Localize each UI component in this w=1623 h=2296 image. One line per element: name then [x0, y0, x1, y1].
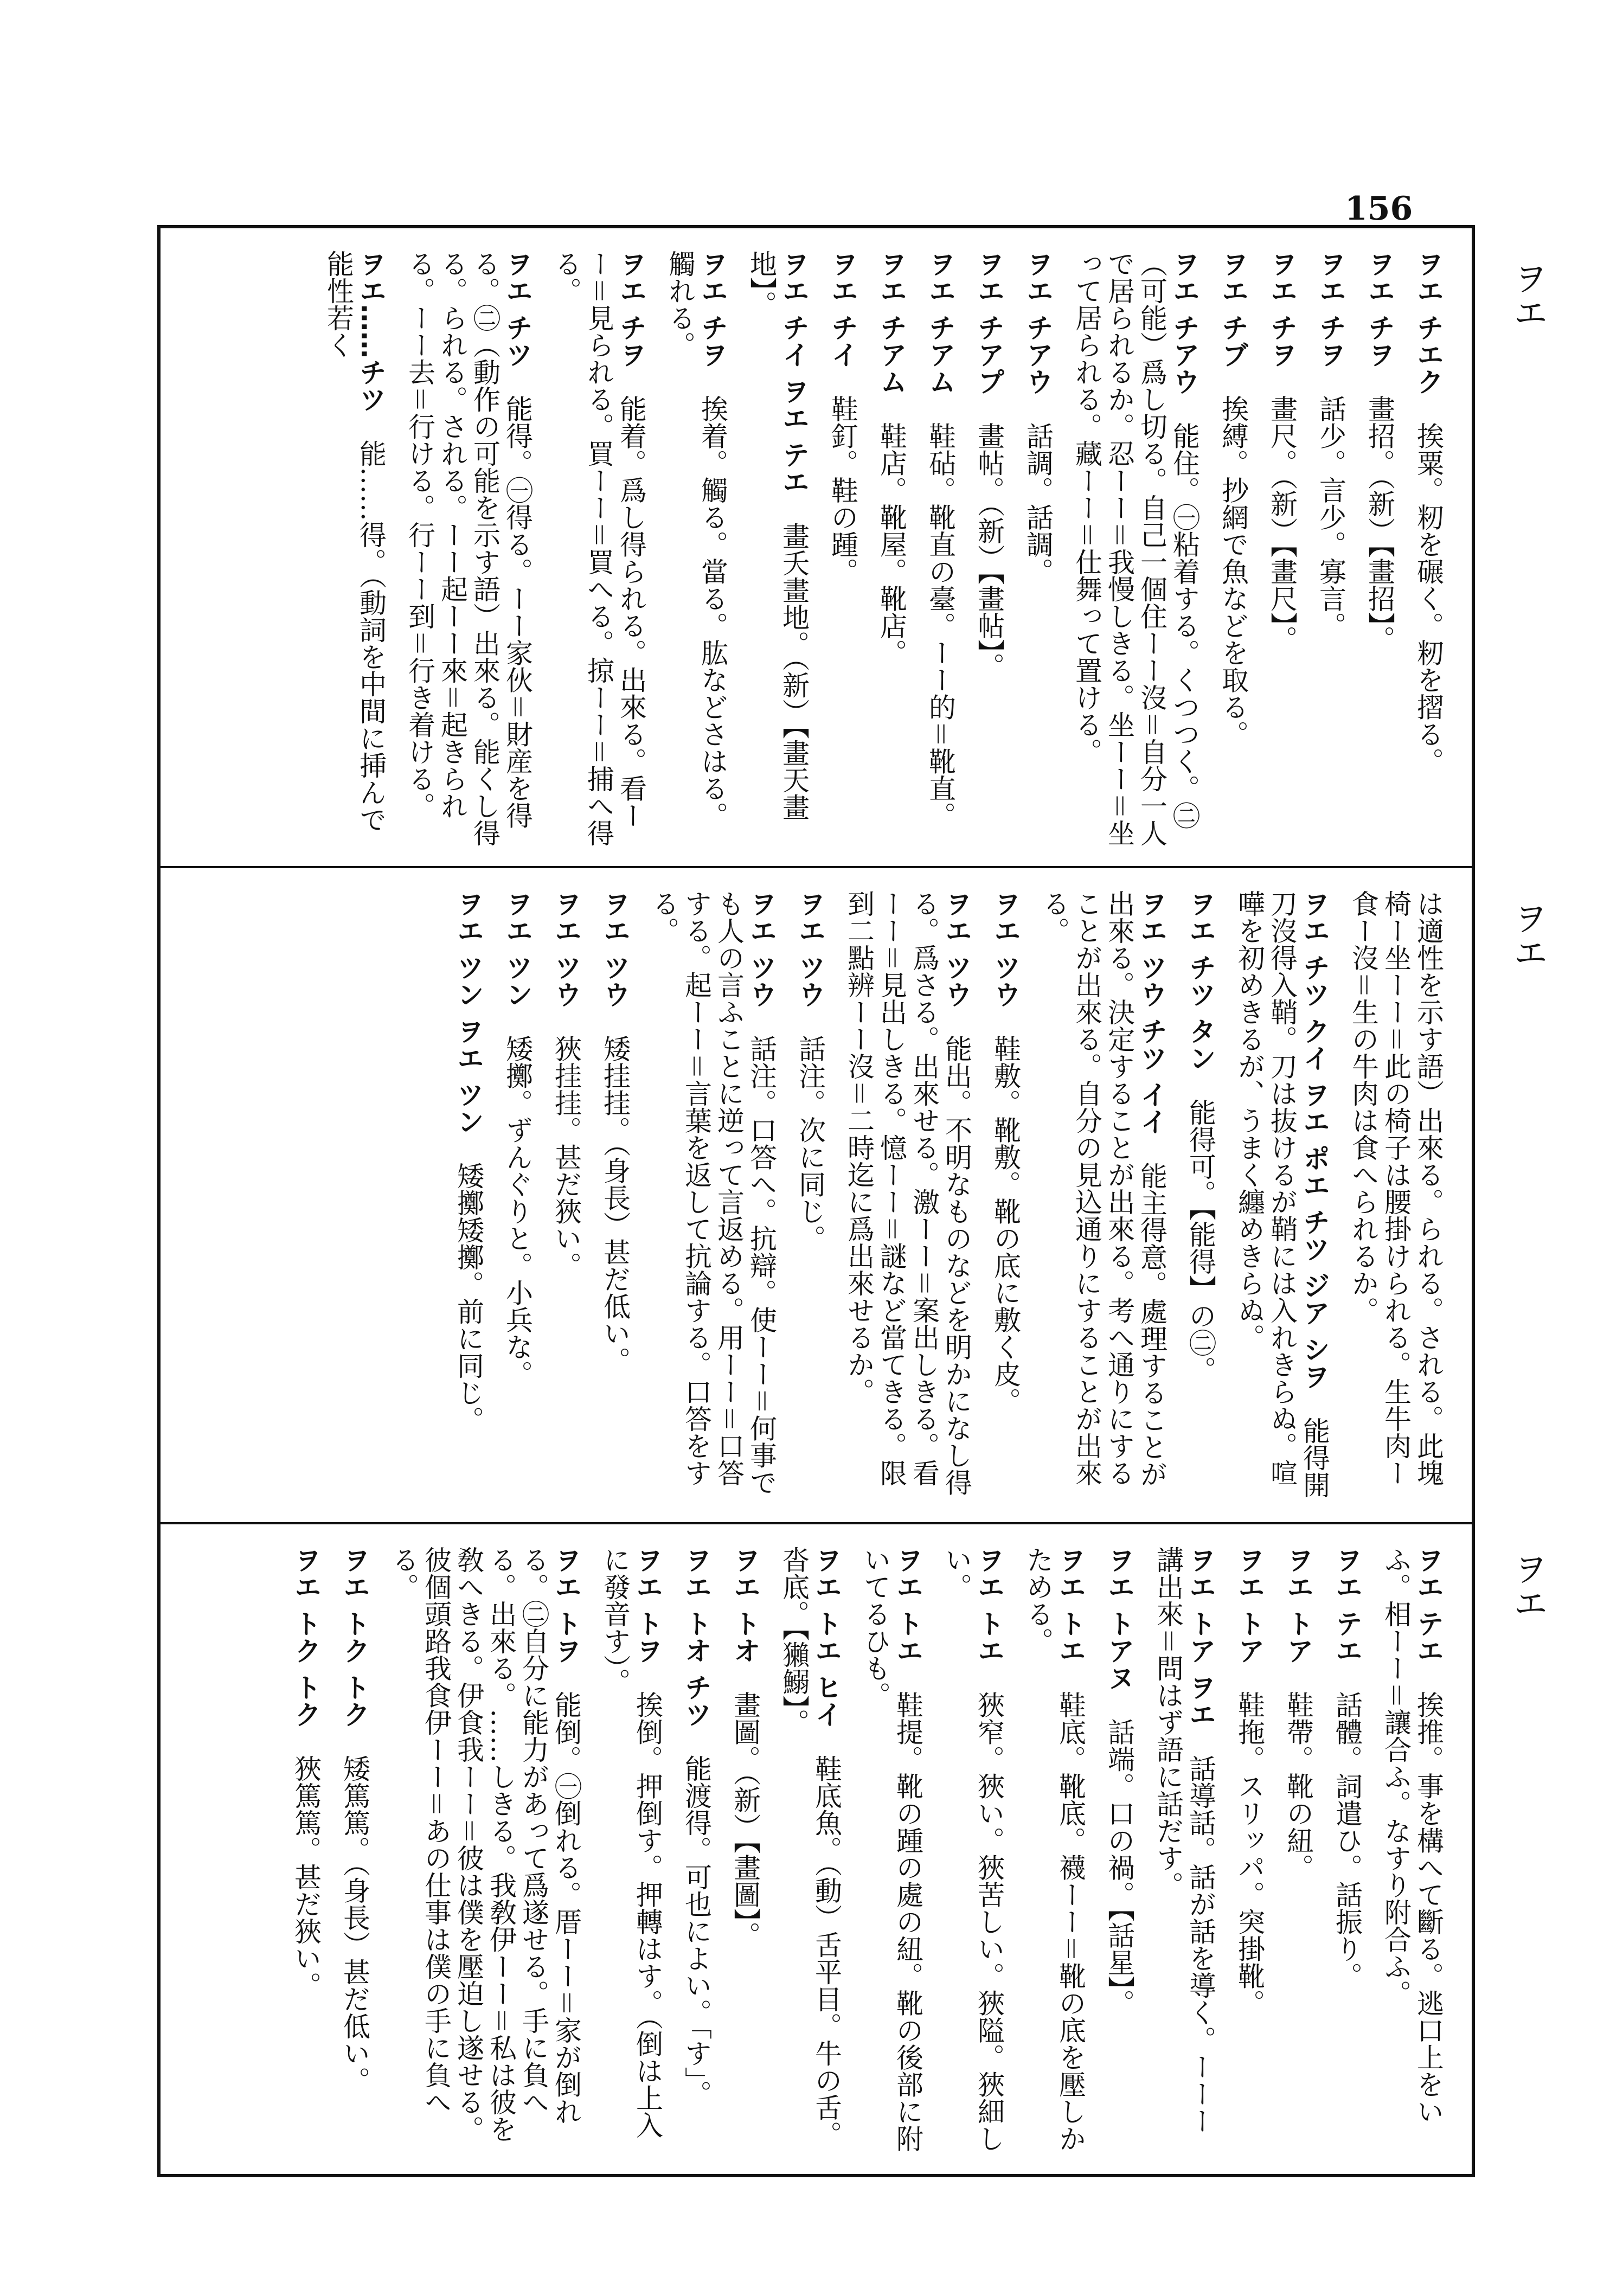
entry-headword: ヲエ テエ [1331, 1546, 1363, 1664]
dictionary-frame [157, 225, 1475, 2177]
entry-definition: 能住。㊀粘着する。くつつく。㊁（可能）爲し切る。自己一個住ーー沒＝自分一人で居られるか。忍ーー＝我慢しきる。坐ーー＝坐って居られる。藏ーー＝仕舞って置ける。 [1071, 250, 1200, 846]
entry-headword: ヲエ……チツ [355, 250, 387, 413]
entry-definition: 挨縛。抄網で魚などを取る。 [1217, 395, 1249, 748]
entry-headword: ヲエ チイ [827, 250, 858, 368]
section-mark-bottom: ヲエ [1507, 1551, 1548, 1620]
entry-headword: ヲエ ツン ヲエ ツン [453, 890, 484, 1136]
page-number: 156 [1345, 190, 1413, 228]
band-columns [452, 890, 1445, 1506]
entry-definition: 挨着。觸る。當る。肱などさはる。觸れる。 [664, 250, 728, 829]
dictionary-entry [973, 250, 1005, 850]
entry-headword: ヲエ チブ [1217, 250, 1249, 368]
entry-definition: 挨粟。籾を碾く。籾を摺る。 [1413, 422, 1444, 775]
dictionary-entry [387, 1546, 582, 2158]
dictionary-entry [1380, 1546, 1445, 2158]
dictionary-entry [729, 1546, 761, 2158]
dictionary-entry [989, 890, 1022, 1506]
entry-definition: 能……得。（動詞を中間に挿んで能性若く [323, 250, 387, 833]
entry-definition: 能得。㊀得る。ーー家伙＝財産を得る。㊁（動作の可能を示す語）出來る。能くし得る。られる。される。ーー起ーー來＝起きられる。ーー去＝行ける。行ーー到＝行き着ける。 [404, 250, 533, 846]
dictionary-entry [1022, 1546, 1087, 2158]
dictionary-entry [843, 890, 973, 1506]
band-columns [322, 250, 1445, 850]
dictionary-entry [403, 250, 534, 850]
dictionary-entry [1233, 1546, 1266, 2158]
entry-definition: 鞋提。靴の踵の處の紐。靴の後部に附いてるひも。 [859, 1546, 923, 2152]
entry-headword: ヲエ チアウ [1022, 250, 1054, 395]
entry-definition: 話少。言少。寡言。 [1315, 395, 1346, 639]
entry-definition: 狹篤篤。甚だ狹い。 [290, 1754, 322, 1999]
dictionary-entry [745, 250, 810, 850]
dictionary-entry [1038, 890, 1168, 1506]
entry-definition: 畫夭畫地。（新）【畫天畫地】。 [746, 250, 810, 821]
entry-definition: 畫尺。（新）【畫尺】。 [1266, 395, 1298, 653]
entry-definition: 能倒。㊀倒れる。厝ーー＝家が倒れる。㊁自分に能力があって爲遂せる。手に負へる。出來る。……しきる。我敎伊ーー＝私は彼を敎へきる。伊食我ーー＝彼は僕を壓迫し遂せる。彼個頭路我食伊ーー＝あの仕事は僕の手に負へる。 [388, 1546, 582, 2143]
entry-definition: 能渡得。可也によい。「す」。 [681, 1754, 712, 2107]
entry-headword: ヲエ チツ クイ ヲエ ポエ チツ ジア シヲ [1299, 890, 1330, 1390]
dictionary-entry [1152, 1546, 1217, 2158]
entry-definition: 話注。口答へ。抗辯。使ーー＝何事でも人の言ふことに逆って言返める。用ーー＝口答する。起ーー＝言葉を返して抗論する。口答をする。 [648, 890, 777, 1496]
dictionary-entry [647, 890, 778, 1506]
entry-headword: ヲエ チアム [925, 250, 956, 395]
entry-headword: ヲエ トエ [892, 1546, 923, 1664]
dictionary-entry [1184, 890, 1217, 1506]
dictionary-entry [1331, 1546, 1363, 2158]
dictionary-entry [778, 1546, 843, 2158]
band-bottom [161, 1524, 1472, 2174]
dictionary-entry [599, 890, 631, 1506]
entry-definition: 狹挂挂。甚だ狹い。 [550, 1035, 582, 1279]
dictionary-entry [599, 1546, 664, 2158]
entry-headword: ヲエ チヲ [1315, 250, 1346, 368]
entry-definition: 鞋敷。靴敷。靴の底に敷く皮。 [990, 1035, 1021, 1415]
dictionary-entry [1070, 250, 1201, 850]
entry-headword: ヲエ チヲ [1266, 250, 1298, 368]
dictionary-entry [1363, 250, 1396, 850]
entry-definition: 鞋帶。靴の紐。 [1282, 1691, 1314, 1881]
entry-definition: 矮挂挂。（身長）甚だ低い。 [599, 1035, 631, 1374]
entry-headword: ヲエ ツウ [990, 890, 1021, 1008]
entry-headword: ヲエ ツウ [550, 890, 582, 1008]
entry-headword: ヲエ トア ヲエ [1185, 1546, 1216, 1728]
entry-headword: ヲエ チヲ [615, 250, 647, 368]
entry-definition: 能得開刀沒得入鞘。刀は抜けるが鞘には入れきらぬ。喧嘩を初めきるが、うまく纏めきらぬ。 [1234, 890, 1330, 1498]
entry-headword: ヲエ チイ ヲエ テエ [778, 250, 810, 496]
entry-headword: ヲエ ツウ チツ イイ [1136, 890, 1167, 1136]
entry-definition: 鞋拖。スリッパ。突掛靴。 [1234, 1691, 1265, 2017]
entry-headword: ヲエ トエ [1055, 1546, 1086, 1664]
dictionary-entry [875, 250, 908, 850]
dictionary-entry [794, 890, 826, 1506]
entry-headword: ヲエ ツウ [599, 890, 631, 1008]
dictionary-entry [826, 250, 859, 850]
entry-headword: ヲエ チツ [502, 250, 533, 368]
entry-headword: ヲエ トアヌ [1104, 1546, 1135, 1691]
dictionary-entry [1103, 1546, 1136, 2158]
entry-headword: ヲエ トオ [729, 1546, 761, 1664]
dictionary-entry [1266, 250, 1298, 850]
dictionary-entry [1022, 250, 1054, 850]
entry-headword: ヲエ トク トク [290, 1546, 322, 1728]
entry-headword: ヲエ テエ [1413, 1546, 1444, 1664]
dictionary-entry [940, 1546, 1005, 2158]
entry-definition: 畫圖。（新）【畫圖】。 [729, 1691, 761, 1949]
entry-headword: ヲエ トエ ヒイ [811, 1546, 842, 1728]
entry-headword: ヲエ トヲ [632, 1546, 663, 1664]
entry-headword: ヲエ トオ チツ [681, 1546, 712, 1728]
dictionary-entry [1282, 1546, 1314, 2158]
entry-headword: ヲエ トエ [973, 1546, 1005, 1664]
entry-headword: ヲエ チヲ [1364, 250, 1395, 368]
entry-definition: 畫帖。（新）【畫帖】。 [973, 422, 1005, 680]
entry-definition: 話調。話調。 [1022, 422, 1054, 585]
entry-definition: 挨倒。押倒す。押轉はす。（倒は上入に發音す）。 [599, 1546, 663, 2139]
band-columns [290, 1546, 1445, 2158]
section-mark-top: ヲエ [1507, 260, 1548, 330]
entry-headword: ヲエ ツン [502, 890, 533, 1008]
entry-definition: 話注。次に同じ。 [794, 1035, 826, 1252]
entry-headword: ヲエ チアプ [973, 250, 1005, 395]
band-middle [161, 868, 1472, 1524]
dictionary-entry [859, 1546, 924, 2158]
entry-headword: ヲエ チアウ [1169, 250, 1200, 395]
dictionary-entry [290, 1546, 322, 2158]
entry-definition: 能主得意。處理することが出來る。決定することが出來る。考へ通りにすることが出來る。自分の見込通りにすることが出來る。 [1038, 890, 1167, 1488]
section-mark-middle: ヲエ [1507, 900, 1548, 970]
dictionary-entry [1217, 250, 1249, 850]
entry-headword: ヲエ チエク [1413, 250, 1444, 395]
dictionary-entry [1314, 250, 1347, 850]
entry-definition: 鞋底。靴底。襪ーー＝靴の底を壓しかためる。 [1022, 1546, 1086, 2152]
entry-definition: 能得可。【能得】の㊁。 [1185, 1098, 1216, 1383]
entry-definition: 能出。不明なものなどを明かになし得る。爲さる。出來せる。激ーー＝案出しきる。看ーー＝見出しきる。憶ーー＝謎など當てきる。限到二點辨ーー沒＝二時迄に爲出來せるか。 [843, 890, 972, 1496]
entry-definition: 鞋底魚。（動）舌平目。牛の舌。沓底。【獺鰯】。 [778, 1546, 842, 2148]
dictionary-entry [550, 250, 647, 850]
entry-definition: 矮擲矮擲。前に同じ。 [453, 1162, 484, 1434]
dictionary-entry [1412, 250, 1445, 850]
entry-definition: 矮篤篤。（身長）甚だ低い。 [339, 1754, 370, 2094]
entry-definition: 鞋店。靴屋。靴店。 [876, 422, 907, 666]
entry-definition: 狹窄。狹い。狹苦しい。狹隘。狹細しい。 [941, 1546, 1005, 2152]
entry-headword: ヲエ ツウ [941, 890, 972, 1008]
entry-headword: ヲエ チアム [876, 250, 907, 395]
dictionary-entry [1347, 890, 1445, 1506]
entry-definition: 話端。口の禍。【話星】。 [1104, 1718, 1135, 2017]
entry-definition: 能着。爲し得られる。出來る。看ーー＝見られる。買ーー＝買へる。掠ーー＝捕へ得る。 [550, 250, 647, 846]
entry-definition: 鞋砧。靴直の臺。ーー的＝靴直。 [925, 422, 956, 829]
dictionary-entry [924, 250, 957, 850]
dictionary-entry [1233, 890, 1331, 1506]
entry-headword: ヲエ ツウ [794, 890, 826, 1008]
entry-headword: ヲエ トア [1234, 1546, 1265, 1664]
entry-definition: 鞋釘。鞋の踵。 [827, 395, 858, 585]
entry-definition: 畫招。（新）【畫招】。 [1364, 395, 1395, 653]
dictionary-entry [680, 1546, 713, 2158]
dictionary-entry [452, 890, 485, 1506]
band-top [161, 228, 1472, 868]
entry-headword: ヲエ チヲ [697, 250, 728, 368]
entry-definition: 矮擲。ずんぐりと。小兵な。 [502, 1035, 533, 1388]
entry-headword: ヲエ チツ タン [1185, 890, 1216, 1072]
entry-headword: ヲエ トア [1282, 1546, 1314, 1664]
entry-headword: ヲエ ツウ [746, 890, 777, 1008]
dictionary-entry [550, 890, 582, 1506]
entry-definition: 話導話。話が話を導く。ーーー講出來＝問はず語に話だす。 [1152, 1546, 1216, 2134]
entry-headword: ヲエ トク トク [339, 1546, 370, 1728]
entry-definition: 話體。詞遣ひ。話振り。 [1331, 1691, 1363, 1990]
dictionary-entry [501, 890, 534, 1506]
dictionary-entry [322, 250, 387, 850]
entry-definition: は適性を示す語）出來る。られる。される。此塊椅ー坐ーー＝此の椅子は腰掛けられる。生牛肉ー食ー沒＝生の牛肉は食へられるか。 [1348, 890, 1444, 1486]
entry-headword: ヲエ トヲ [550, 1546, 582, 1664]
dictionary-entry [664, 250, 729, 850]
entry-definition: 挨推。事を構へて斷る。逃口上をいふ。相ーー＝讓合ふ。なすり附合ふ。 [1380, 1546, 1444, 2125]
dictionary-entry [338, 1546, 371, 2158]
